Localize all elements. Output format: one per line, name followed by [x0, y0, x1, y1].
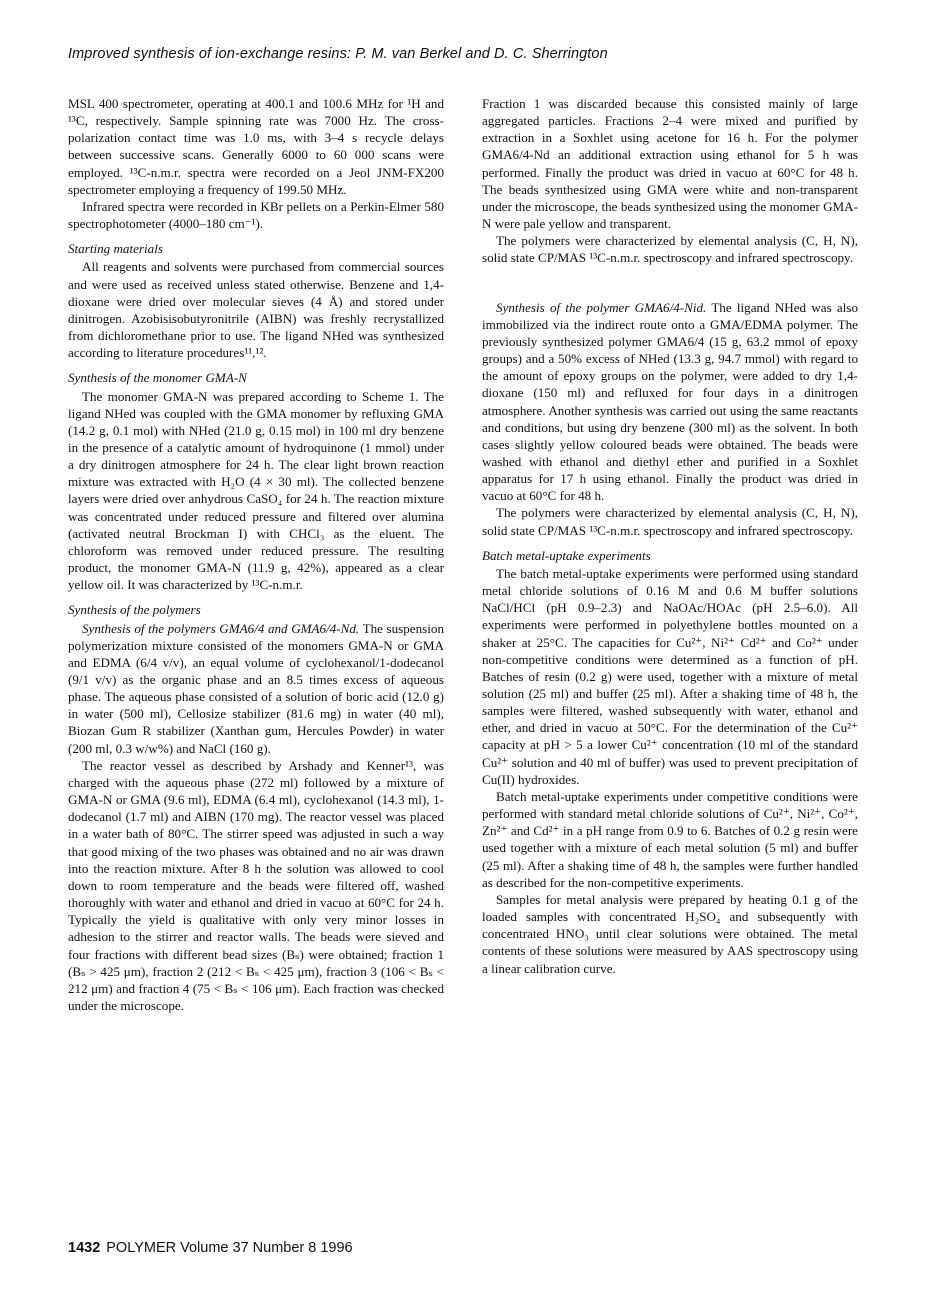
section-heading-monomer: Synthesis of the monomer GMA-N — [68, 370, 247, 386]
subsection-heading: Synthesis of the polymer GMA6/4-Nid. — [496, 299, 707, 315]
section-heading-polymers: Synthesis of the polymers — [68, 602, 201, 618]
paragraph: The batch metal-uptake experiments were performed using standard metal chloride solutions of 0.16 M and 0.6 M buffer solutions NaCl/HCl (pH 0.9–2.3) and NaOAc/HOAc (pH 2.5–6.0). All experiments were performed in polyethylene bottles mounted on a shaker at 25°C. The capacities for Cu²⁺, Ni²⁺ Cd²⁺ and Co²⁺ under non-competitive conditions were determined as a function of pH. Batches of resin (0.2 g) were used, together with a mixture of metal solution (25 ml) and buffer (25 ml). After a shaking time of 48 h, the samples were filtered, washed subsequently with water, ethanol and ether, and dried in vacuo at 50°C. For the determination of the Cu²⁺ capacity at pH > 5 a lower Cu²⁺ concentration (10 ml of the standard Cu²⁺ solution and 40 ml of buffer) was used to prevent precipitation of Cu(II) hydroxides. — [482, 565, 858, 787]
paragraph: The polymers were characterized by elemental analysis (C, H, N), solid state CP/MAS ¹³C-n.m.r. spectroscopy and infrared spectroscopy. — [482, 233, 858, 266]
paragraph-text: The ligand NHed was also immobilized via the indirect route onto a GMA/EDMA polymer. The previously synthesized polymer GMA6/4 (15 g, 63.2 mmol of epoxy groups) and a 50% excess of NHed (13.3 g, 94.7 mmol) with regard to the amount of epoxy groups on the polymer, were added to dry 1,4-dioxane (150 ml) and refluxed for four days in a dinitrogen atmosphere. Another synthesis was carried out using the same reactants and conditions, but using dry benzene (300 ml) as the solvent. In both cases slightly yellow coloured beads were obtained. The beads were washed with ethanol and diethyl ether and purified in a Soxhlet apparatus for 17 h using ethanol. Finally the product was dried in vacuo at 60°C for 48 h. — [482, 299, 858, 504]
page-footer — [68, 1240, 353, 1256]
right-column — [482, 95, 858, 977]
page-number: 1432 — [68, 1240, 101, 1256]
section-heading-starting-materials: Starting materials — [68, 241, 163, 257]
subsection-heading: Synthesis of the polymers GMA6/4 and GMA6/4-Nd. — [82, 620, 360, 636]
left-column — [68, 95, 444, 1014]
paragraph: Fraction 1 was discarded because this consisted mainly of large aggregated particles. Fractions 2–4 were mixed and purified by extraction in a Soxhlet using acetone for 16 h. For the polymer GMA6/4-Nd an additional extraction using ethanol for 5 h was performed. Finally the product was dried in vacuo at 60°C for 48 h. The beads synthesized using GMA were white and non-transparent under the microscope, the beads synthesized using the monomer GMA-N were pale yellow and transparent. — [482, 96, 858, 232]
running-header: Improved synthesis of ion-exchange resins: P. M. van Berkel and D. C. Sherrington — [68, 46, 608, 62]
paragraph: Samples for metal analysis were prepared by heating 0.1 g of the loaded samples with concentrated H₂SO₄ and subsequently with concentrated HNO₃ until clear solutions were obtained. The metal contents of these solutions were measured by AAS spectroscopy using a linear calibration curve. — [482, 891, 858, 976]
paragraph: The reactor vessel as described by Arshady and Kenner¹³, was charged with the aqueous phase (272 ml) followed by a mixture of GMA-N or GMA (9.6 ml), EDMA (6.4 ml), cyclohexanol (14.3 ml), 1-dodecanol (1.7 ml) and AIBN (170 mg). The reactor vessel was placed in a water bath of 80°C. The stirrer speed was adjusted in such a way that good mixing of the two phases was obtained and no air was drawn into the reaction mixture. After 8 h the solution was allowed to cool down to room temperature and the beads were filtered off, washed thoroughly with water and ethanol and dried in vacuo at 60°C for 24 h. Typically the yield is qualitative with only very minor losses in adhesion to the stirrer and reactor walls. The beads were sieved and four fractions with different bead sizes (Bₛ) were obtained; fraction 1 (Bₛ > 425 μm), fraction 2 (212 < Bₛ < 425 μm), fraction 3 (106 < Bₛ < 212 μm) and fraction 4 (75 < Bₛ < 106 μm). Each fraction was checked under the microscope. — [68, 757, 444, 1013]
paragraph-text: The suspension polymerization mixture consisted of the monomers GMA-N or GMA and EDMA (6/4 v/v), an equal volume of cyclohexanol/1-dodecanol (9/1 v/v) as the organic phase and an 8.5 times excess of aqueous phase. The aqueous phase consisted of a solution of boric acid (12.0 g) in water (500 ml), Cellosize stabilizer (81.6 mg) in water (40 ml), Biozan Gum R stabilizer (Xanthan gum, Hercules Powder) in water (200 ml, 0.3 w/w%) and NaCl (160 g). — [68, 620, 444, 756]
paragraph: MSL 400 spectrometer, operating at 400.1 and 100.6 MHz for ¹H and ¹³C, respectively. Sample spinning rate was 7000 Hz. The cross-polarization contact time was 1.0 ms, with 3–4 s recycle delays between successive scans. Generally 6000 to 60 000 scans were employed. ¹³C-n.m.r. spectra were recorded on a Jeol JNM-FX200 spectrometer employing a frequency of 199.50 MHz. — [68, 96, 444, 197]
paragraph: The monomer GMA-N was prepared according to Scheme 1. The ligand NHed was coupled with the GMA monomer by refluxing GMA (14.2 g, 0.1 mol) with NHed (21.0 g, 0.15 mol) in 100 ml dry benzene in the presence of a catalytic amount of hydroquinone (1 mmol) under a dry dinitrogen atmosphere for 24 h. The clear light brown reaction mixture was extracted with H₂O (4 × 30 ml). The collected benzene layers were dried over anhydrous CaSO₄ for 24 h. The reaction mixture was concentrated under reduced pressure and filtered over alumina (activated neutral Brockman I) with CHCl₃ as the eluent. The chloroform was removed under reduced pressure. The resulting product, the monomer GMA-N (11.9 g, 42%), appeared as a clear yellow oil. It was characterized by ¹³C-n.m.r. — [68, 388, 444, 593]
paragraph: Infrared spectra were recorded in KBr pellets on a Perkin-Elmer 580 spectrophotometer (4000–180 cm⁻¹). — [68, 198, 444, 232]
paragraph: Batch metal-uptake experiments under competitive conditions were performed with standard metal chloride solutions of Cu²⁺, Ni²⁺, Co²⁺, Zn²⁺ and Cd²⁺ in a pH range from 0.9 to 6. Batches of 0.2 g resin were used together with a mixture of each metal solution (5 ml) and buffer (25 ml). After a shaking time of 48 h, the samples were further handled as described for the non-competitive experiments. — [482, 788, 858, 890]
paragraph — [482, 299, 858, 505]
paragraph — [68, 620, 444, 757]
column-gap — [482, 267, 858, 299]
paragraph: All reagents and solvents were purchased from commercial sources and were used as received unless stated otherwise. Benzene and 1,4-dioxane were dried over molecular sieves (4 Å) and stored under dinitrogen. Azobisisobutyronitrile (AIBN) was freshly recrystallized from dichloromethane prior to use. The ligand NHed was synthesized according to literature procedures¹¹,¹². — [68, 259, 444, 361]
paragraph: The polymers were characterized by elemental analysis (C, H, N), solid state CP/MAS ¹³C-n.m.r. spectroscopy and infrared spectroscopy. — [482, 505, 858, 538]
section-heading-batch: Batch metal-uptake experiments — [482, 547, 651, 563]
journal-citation: POLYMER Volume 37 Number 8 1996 — [106, 1240, 353, 1256]
